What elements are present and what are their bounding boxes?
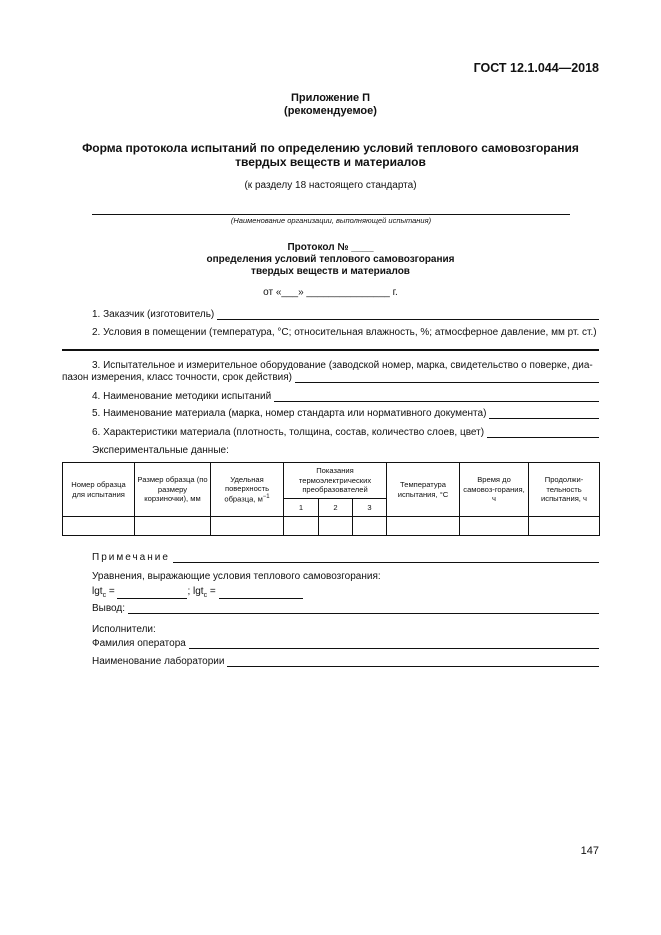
organization-line — [92, 214, 570, 215]
form-title-line1: Форма протокола испытаний по определению условий теплового самовозгорания — [82, 141, 579, 155]
conclusion — [92, 603, 599, 614]
item-material-props-field — [487, 427, 599, 438]
form-title-line2: твердых веществ и материалов — [235, 155, 426, 169]
conclusion-field — [128, 603, 599, 614]
header-thermocouple-2: 2 — [319, 499, 353, 517]
item-material-props — [92, 427, 599, 438]
operator — [92, 638, 599, 649]
item-customer-field — [217, 309, 599, 320]
appendix-subtitle: (рекомендуемое) — [284, 105, 377, 117]
note — [92, 552, 599, 563]
laboratory-label: Наименование лаборатории — [92, 656, 225, 667]
operator-label: Фамилия оператора — [92, 638, 186, 649]
table-cell[interactable] — [284, 517, 319, 536]
protocol-number: Протокол № ____ — [287, 242, 374, 253]
header-specific-surface: Удельная поверхность образца, $м^{-1}$ — [211, 463, 284, 517]
item-equipment-line2: пазон измерения, класс точности, срок действия) — [62, 372, 292, 383]
laboratory-field — [227, 656, 599, 667]
laboratory — [92, 656, 599, 667]
equations-label: Уравнения, выражающие условия теплового самовозгорания: — [92, 571, 381, 582]
item-equipment — [62, 372, 599, 383]
header-thermocouple-3: 3 — [353, 499, 387, 517]
item-equipment-line1: 3. Испытательное и измерительное оборудование (заводской номер, марка, свидетельство о поверке, диа- — [92, 360, 593, 371]
protocol-date: от «___» _______________ г. — [263, 287, 398, 298]
conclusion-label: Вывод: — [92, 603, 126, 614]
organization-caption: (Наименование организации, выполняющей испытания) — [230, 216, 432, 225]
header-ignition-time: Время до самовоз-горания, ч — [460, 463, 529, 517]
operator-field — [189, 638, 599, 649]
item-method-field — [274, 391, 599, 402]
item-equipment-field — [295, 372, 599, 383]
table-cell[interactable] — [319, 517, 353, 536]
table-cell[interactable] — [387, 517, 460, 536]
page-number: 147 — [580, 845, 599, 857]
header-thermocouple-1: 1 — [284, 499, 319, 517]
header-sample-size: Размер образца (по размеру корзиночки), мм — [135, 463, 211, 517]
item-material-name-label: 5. Наименование материала (марка, номер стандарта или нормативного документа) — [92, 408, 487, 419]
equation-2-field — [219, 588, 303, 599]
protocol-line2: определения условий теплового самовозгорания — [206, 254, 455, 265]
note-field — [173, 552, 599, 563]
form-reference: (к разделу 18 настоящего стандарта) — [244, 180, 417, 191]
table-cell[interactable] — [353, 517, 387, 536]
item-customer — [92, 309, 599, 320]
room-conditions-line — [62, 349, 599, 351]
note-label: Примечание — [92, 552, 170, 563]
header-sample-number: Номер образца для испытания — [63, 463, 135, 517]
appendix-title: Приложение П — [290, 92, 371, 104]
header-thermocouple-readings: Показания термоэлектрических преобразователей — [284, 463, 387, 499]
item-material-props-label: 6. Характеристики материала (плотность, толщина, состав, количество слоев, цвет) — [92, 427, 485, 438]
item-method-label: 4. Наименование методики испытаний — [92, 391, 272, 402]
table-cell[interactable] — [529, 517, 600, 536]
equations-line: lgt$_c$ = ; lgt$_c$ = — [92, 586, 303, 599]
table-cell[interactable] — [63, 517, 135, 536]
header-test-temperature: Температура испытания, °С — [387, 463, 460, 517]
item-material-name-field — [489, 408, 599, 419]
table-cell[interactable] — [135, 517, 211, 536]
experimental-table — [62, 462, 600, 536]
table-cell[interactable] — [460, 517, 529, 536]
item-customer-label: 1. Заказчик (изготовитель) — [92, 309, 215, 320]
item-method — [92, 391, 599, 402]
standard-code: ГОСТ 12.1.044—2018 — [473, 61, 599, 75]
experimental-data-label: Экспериментальные данные: — [92, 445, 229, 456]
header-test-duration: Продолжи-тельность испытания, ч — [529, 463, 600, 517]
equation-1-field — [117, 588, 187, 599]
table-cell[interactable] — [211, 517, 284, 536]
performers-label: Исполнители: — [92, 624, 156, 635]
item-material-name — [92, 408, 599, 419]
item-room-conditions: 2. Условия в помещении (температура, °С; относительная влажность, %; атмосферное давление, мм рт. ст.) — [92, 327, 597, 338]
table-row — [63, 517, 600, 536]
protocol-line3: твердых веществ и материалов — [251, 266, 410, 277]
